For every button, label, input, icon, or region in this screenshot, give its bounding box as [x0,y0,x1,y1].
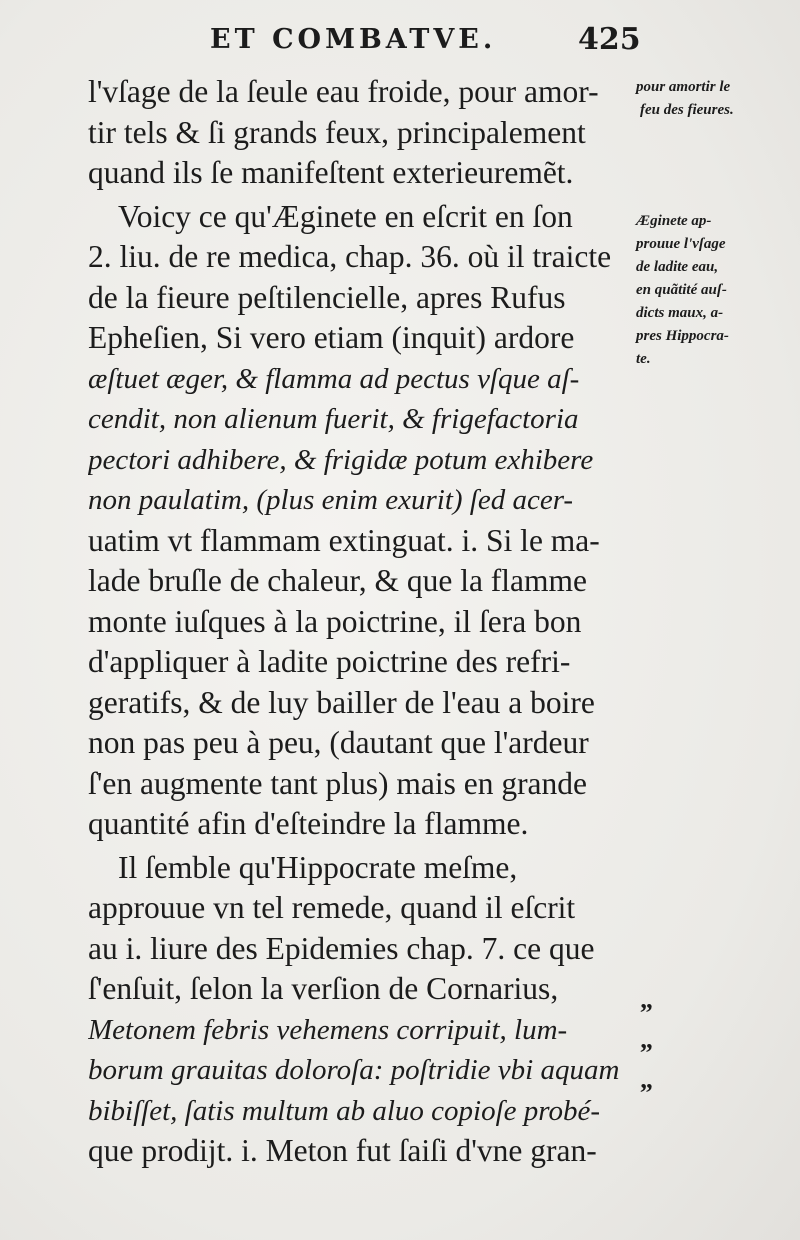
margin-note-line: pres Hippocra- [636,328,729,344]
quotation-mark: „ [640,1025,653,1054]
text-line-latin: Metonem febris vehemens corripuit, lum- [88,1013,568,1046]
text-line: ſ'enſuit, ſelon la verſion de Cornarius, [88,971,559,1006]
margin-note-line: de ladite eau, [636,259,719,275]
margin-note-line: dicts maux, a- [636,305,724,321]
text-line: ſ'en augmente tant plus) mais en grande [88,765,588,801]
page-number: 425 [578,22,641,57]
margin-note-line: feu des fieures. [640,102,734,118]
text-line: quand ils ſe manifeſtent exterieuremẽt. [88,155,574,190]
margin-note-line: te. [636,351,651,367]
text-line-latin: bibiſſet, ſatis multum ab aluo copioſe probé- [88,1094,601,1127]
body-text [88,72,636,1172]
text-line: quantité afin d'eſteindre la flamme. [88,806,529,841]
margin-note-aeginete [636,210,796,371]
text-line: approuue vn tel remede, quand il eſcrit [88,890,576,925]
text-line: geratifs, & de luy bailler de l'eau a boire [88,684,595,720]
text-line: uatim vt flammam extinguat. i. Si le ma- [88,522,600,558]
margin-note-amortir [636,76,796,122]
text-line: Epheſien, Si vero etiam (inquit) ardore [88,320,575,355]
margin-note-line: pour amortir le [636,79,731,95]
margin-note-line: Æginete ap- [636,213,712,229]
text-line-latin: cendit, non alienum fuerit, & frigefactoria [88,403,579,435]
text-line: monte iuſques à la poictrine, il ſera bon [88,603,582,639]
margin-note-line: en quãtité auſ- [636,282,727,298]
running-head: ET COMBATVE. [210,24,497,55]
text-line-latin: pectori adhibere, & frigidæ potum exhibere [88,443,594,476]
text-line: 2. liu. de re medica, chap. 36. où il traicte [88,239,612,274]
text-line-latin: borum grauitas doloroſa: poſtridie vbi aquam [88,1054,620,1086]
text-line: d'appliquer à ladite poictrine des refri- [88,644,571,679]
text-line: que prodijt. i. Meton fut ſaiſi d'vne gran- [88,1133,597,1168]
quotation-mark: „ [640,1065,653,1094]
text-line: tir tels & ſi grands feux, principalement [88,114,586,150]
text-line-latin: non paulatim, (plus enim exurit) ſed acer- [88,484,574,516]
text-line-latin: æſtuet æger, & flamma ad pectus vſque aſ- [88,362,580,395]
text-line: Voicy ce qu'Æginete en eſcrit en ſon [118,198,573,234]
quotation-mark: „ [640,985,653,1014]
text-line: Il ſemble qu'Hippocrate meſme, [118,849,518,885]
text-line: au i. liure des Epidemies chap. 7. ce que [88,930,595,966]
text-line: non pas peu à peu, (dautant que l'ardeur [88,725,589,760]
text-line: lade bruſle de chaleur, & que la flamme [88,563,588,598]
text-line: de la fieure peſtilencielle, apres Rufus [88,279,566,315]
margin-note-line: prouue l'vſage [636,236,726,252]
text-line: l'vſage de la ſeule eau froide, pour amor- [88,74,599,109]
